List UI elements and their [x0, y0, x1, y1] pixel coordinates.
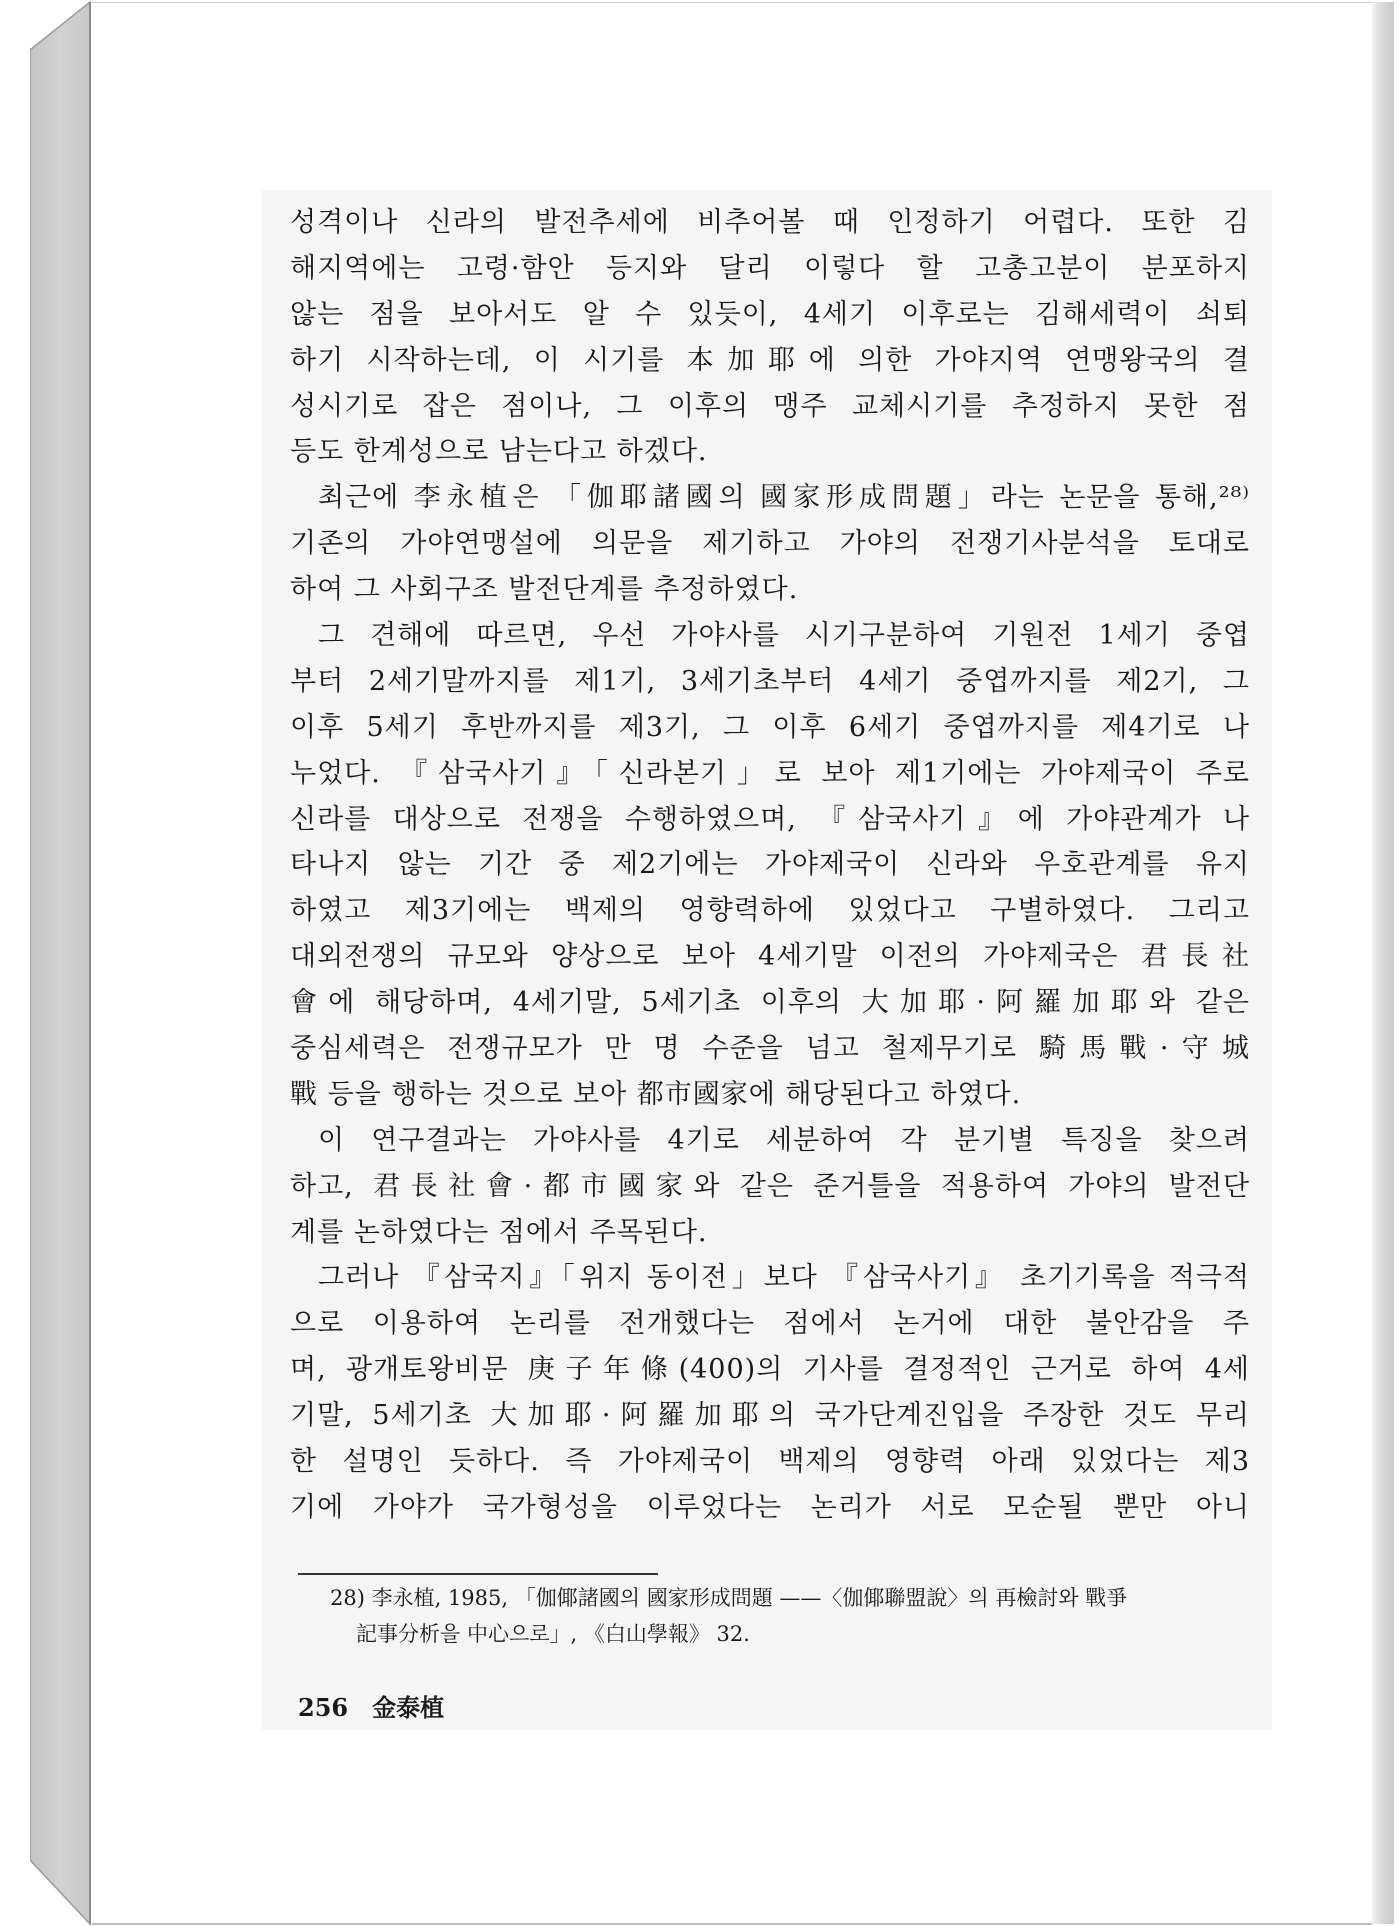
- text-line: 성격이나 신라의 발전추세에 비추어볼 때 인정하기 어렵다. 또한 김: [290, 207, 1250, 238]
- body-text: [290, 200, 1250, 1531]
- footnote-divider: [298, 1573, 658, 1575]
- text-line: 하였고 제3기에는 백제의 영향력하에 있었다고 구별하였다. 그리고: [290, 895, 1250, 927]
- text-line: 부터 2세기말까지를 제1기, 3세기초부터 4세기 중엽까지를 제2기, 그: [290, 665, 1250, 697]
- text-line: 이 연구결과는 가야사를 4기로 세분하여 각 분기별 특징을 찾으려: [318, 1124, 1250, 1156]
- page-edge-right: [1372, 2, 1394, 1924]
- text-line: 그 견해에 따르면, 우선 가야사를 시기구분하여 기원전 1세기 중엽: [318, 620, 1250, 652]
- text-line: 그러나 『삼국지』「위지 동이전」보다 『삼국사기』 초기기록을 적극적: [318, 1262, 1250, 1294]
- footnote: [330, 1580, 1260, 1652]
- page-number: 256: [298, 1693, 349, 1722]
- book-spine-cover: [30, 0, 92, 1926]
- text-line: 기에 가야가 국가형성을 이루었다는 논리가 서로 모순될 뿐만 아니: [290, 1491, 1250, 1523]
- text-line: 며, 광개토왕비문 庚子年條(400)의 기사를 결정적인 근거로 하여 4세: [290, 1354, 1250, 1386]
- text-line: 하기 시작하는데, 이 시기를 本加耶에 의한 가야지역 연맹왕국의 결: [290, 344, 1250, 376]
- text-line: 會에 해당하며, 4세기말, 5세기초 이후의 大加耶·阿羅加耶와 같은: [290, 987, 1250, 1019]
- page-edge-bottom: [92, 1923, 1372, 1925]
- footnote-line: 28) 李永植, 1985, 「伽倻諸國의 國家形成問題 ——〈伽倻聯盟說〉의 再檢討와 戰爭: [330, 1586, 1128, 1610]
- text-line: 신라를 대상으로 전쟁을 수행하였으며, 『삼국사기』에 가야관계가 나: [290, 803, 1250, 835]
- page-footer: [298, 1688, 444, 1723]
- page-edge-top: [92, 2, 1372, 3]
- text-line: 성시기로 잡은 점이나, 그 이후의 맹주 교체시기를 추정하지 못한 점: [290, 390, 1250, 422]
- text-line: 이후 5세기 후반까지를 제3기, 그 이후 6세기 중엽까지를 제4기로 나: [290, 711, 1250, 743]
- text-line: 戰 등을 행하는 것으로 보아 都市國家에 해당된다고 하였다.: [290, 1078, 1022, 1110]
- text-line: 하고, 君長社會·都市國家와 같은 준거틀을 적용하여 가야의 발전단: [290, 1170, 1250, 1202]
- text-line: 해지역에는 고령·함안 등지와 달리 이렇다 할 고총고분이 분포하지: [290, 252, 1250, 284]
- text-line: 등도 한계성으로 남는다고 하겠다.: [290, 436, 708, 468]
- text-line: 으로 이용하여 논리를 전개했다는 점에서 논거에 대한 불안감을 주: [290, 1308, 1250, 1340]
- text-line: 기말, 5세기초 大加耶·阿羅加耶의 국가단계진입을 주장한 것도 무리: [290, 1400, 1250, 1432]
- text-line: 하여 그 사회구조 발전단계를 추정하였다.: [290, 574, 799, 606]
- running-author: 金泰植: [372, 1693, 445, 1722]
- text-line: 한 설명인 듯하다. 즉 가야제국이 백제의 영향력 아래 있었다는 제3: [290, 1446, 1250, 1478]
- text-line: 계를 논하였다는 점에서 주목된다.: [290, 1216, 708, 1248]
- text-line: 최근에 李永植은 「伽耶諸國의 國家形成問題」라는 논문을 통해,²⁸⁾: [318, 482, 1250, 514]
- text-line: 타나지 않는 기간 중 제2기에는 가야제국이 신라와 우호관계를 유지: [290, 849, 1250, 881]
- text-line: 대외전쟁의 규모와 양상으로 보아 4세기말 이전의 가야제국은 君長社: [290, 941, 1250, 973]
- text-line: 누었다. 『삼국사기』「신라본기」로 보아 제1기에는 가야제국이 주로: [290, 757, 1250, 789]
- text-line: 않는 점을 보아서도 알 수 있듯이, 4세기 이후로는 김해세력이 쇠퇴: [290, 298, 1250, 330]
- text-line: 중심세력은 전쟁규모가 만 명 수준을 넘고 철제무기로 騎馬戰·守城: [290, 1033, 1250, 1065]
- footnote-line: 記事分析을 中心으로」, 《白山學報》 32.: [356, 1622, 750, 1646]
- text-line: 기존의 가야연맹설에 의문을 제기하고 가야의 전쟁기사분석을 토대로: [290, 528, 1250, 560]
